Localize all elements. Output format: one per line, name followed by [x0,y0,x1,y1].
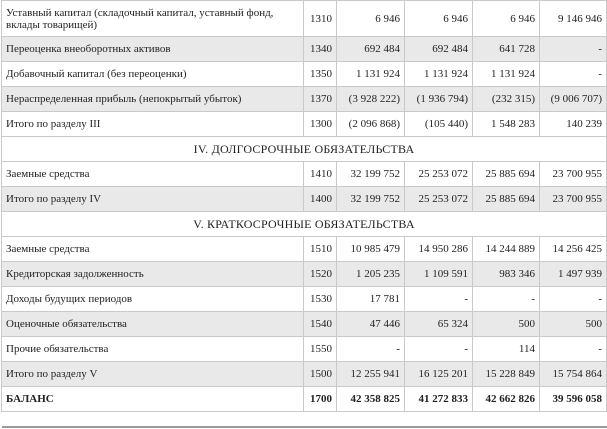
value-cell: 25 885 694 [473,162,540,187]
table-row [2,237,607,262]
table-row [2,187,607,212]
value-cell: 14 950 286 [405,237,473,262]
value-cell: 39 596 058 [540,387,607,412]
value-cell: 1 131 924 [405,62,473,87]
row-label: Итого по разделу III [2,112,304,137]
row-label: Прочие обязательства [2,337,304,362]
value-cell: 32 199 752 [337,187,405,212]
table-row [2,1,607,37]
bottom-border [2,426,607,428]
section-title: IV. ДОЛГОСРОЧНЫЕ ОБЯЗАТЕЛЬСТВА [2,137,607,162]
value-cell: 23 700 955 [540,162,607,187]
row-label: Итого по разделу V [2,362,304,387]
table-row [2,87,607,112]
value-cell: - [540,37,607,62]
balance-sheet [1,0,606,426]
value-cell: 12 255 941 [337,362,405,387]
section-header-row [2,137,607,162]
row-code: 1700 [304,387,337,412]
row-code: 1410 [304,162,337,187]
value-cell: (105 440) [405,112,473,137]
section-title: V. КРАТКОСРОЧНЫЕ ОБЯЗАТЕЛЬСТВА [2,212,607,237]
value-cell: 983 346 [473,262,540,287]
value-cell: 500 [473,312,540,337]
row-label: Нераспределенная прибыль (непокрытый убыток) [2,87,304,112]
row-label: Переоценка внеоборотных активов [2,37,304,62]
row-code: 1530 [304,287,337,312]
table-row [2,62,607,87]
value-cell: (2 096 868) [337,112,405,137]
table-row [2,337,607,362]
value-cell: 1 131 924 [473,62,540,87]
value-cell: - [473,287,540,312]
value-cell: - [540,287,607,312]
section-header-row [2,212,607,237]
row-code: 1400 [304,187,337,212]
row-label: Заемные средства [2,237,304,262]
value-cell: 114 [473,337,540,362]
value-cell: 1 548 283 [473,112,540,137]
row-label: Кредиторская задолженность [2,262,304,287]
value-cell: 25 885 694 [473,187,540,212]
value-cell: 692 484 [405,37,473,62]
value-cell: 42 358 825 [337,387,405,412]
table-row [2,162,607,187]
value-cell: 1 497 939 [540,262,607,287]
table-row [2,362,607,387]
value-cell: 1 109 591 [405,262,473,287]
value-cell: 14 256 425 [540,237,607,262]
value-cell: 15 228 849 [473,362,540,387]
value-cell: 6 946 [473,1,540,37]
value-cell: - [405,287,473,312]
value-cell: - [405,337,473,362]
value-cell: 47 446 [337,312,405,337]
value-cell: 6 946 [337,1,405,37]
value-cell: 14 244 889 [473,237,540,262]
row-label: Оценочные обязательства [2,312,304,337]
table-row [2,287,607,312]
value-cell: 65 324 [405,312,473,337]
row-label: Итого по разделу IV [2,187,304,212]
value-cell: 25 253 072 [405,162,473,187]
value-cell: 15 754 864 [540,362,607,387]
value-cell: 641 728 [473,37,540,62]
value-cell: 6 946 [405,1,473,37]
value-cell: 25 253 072 [405,187,473,212]
row-code: 1310 [304,1,337,37]
value-cell: 692 484 [337,37,405,62]
row-label: Добавочный капитал (без переоценки) [2,62,304,87]
value-cell: (3 928 222) [337,87,405,112]
row-code: 1550 [304,337,337,362]
row-label: Уставный капитал (складочный капитал, уставный фонд, вклады товарищей) [2,1,304,37]
row-code: 1540 [304,312,337,337]
row-code: 1520 [304,262,337,287]
value-cell: 1 205 235 [337,262,405,287]
row-code: 1350 [304,62,337,87]
value-cell: (1 936 794) [405,87,473,112]
value-cell: 10 985 479 [337,237,405,262]
value-cell: (9 006 707) [540,87,607,112]
value-cell: 23 700 955 [540,187,607,212]
table-row [2,262,607,287]
value-cell: 16 125 201 [405,362,473,387]
table-row [2,312,607,337]
row-label: Доходы будущих периодов [2,287,304,312]
row-code: 1510 [304,237,337,262]
value-cell: 41 272 833 [405,387,473,412]
row-label: Заемные средства [2,162,304,187]
value-cell: 17 781 [337,287,405,312]
value-cell: 32 199 752 [337,162,405,187]
balance-total-row [2,387,607,412]
value-cell: 42 662 826 [473,387,540,412]
value-cell: - [540,337,607,362]
value-cell: (232 315) [473,87,540,112]
table-row [2,112,607,137]
value-cell: 9 146 946 [540,1,607,37]
balance-table-body [2,1,607,412]
value-cell: - [337,337,405,362]
value-cell: 500 [540,312,607,337]
row-code: 1370 [304,87,337,112]
value-cell: - [540,62,607,87]
value-cell: 1 131 924 [337,62,405,87]
row-code: 1500 [304,362,337,387]
value-cell: 140 239 [540,112,607,137]
table-row [2,37,607,62]
row-code: 1300 [304,112,337,137]
row-code: 1340 [304,37,337,62]
balance-table [1,0,607,412]
row-label: БАЛАНС [2,387,304,412]
